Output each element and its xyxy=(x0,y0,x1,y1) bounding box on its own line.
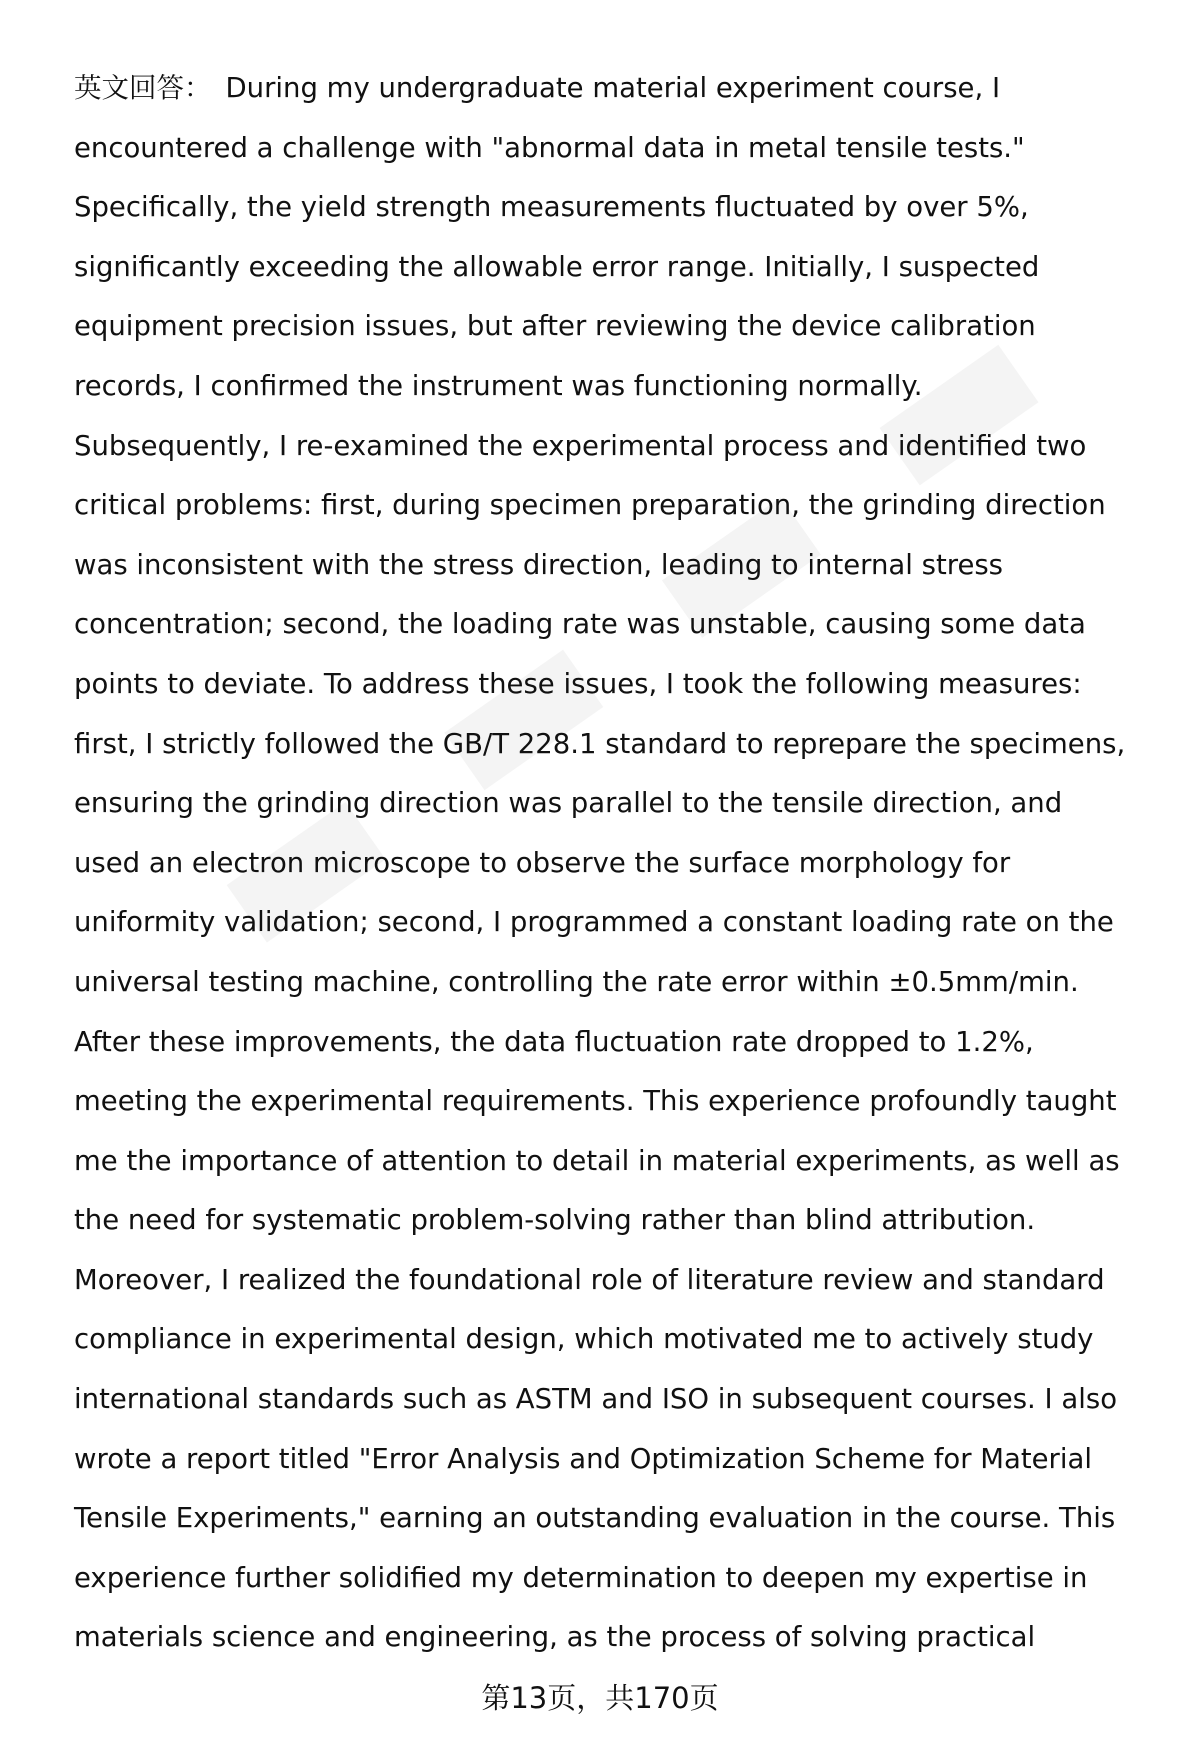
text-line: concentration; second, the loading rate was unstable, causing some data xyxy=(74,608,1086,641)
text-line: universal testing machine, controlling the rate error within ±0.5mm/min. xyxy=(74,965,1079,998)
text-line: used an electron microscope to observe the surface morphology for xyxy=(74,846,1011,879)
answer-label: 英文回答： xyxy=(74,72,212,104)
text-line: was inconsistent with the stress direction, leading to internal stress xyxy=(74,548,1004,581)
text-line: first, I strictly followed the GB/T 228.1 standard to reprepare the specimens, xyxy=(74,727,1126,760)
text-line: Tensile Experiments," earning an outstanding evaluation in the course. This xyxy=(74,1502,1116,1535)
page-number-footer: 第13页，共170页 xyxy=(481,1681,719,1715)
text-line-content: During my undergraduate material experiment course, I xyxy=(225,72,1001,104)
text-line: me the importance of attention to detail in material experiments, as well as xyxy=(74,1144,1120,1177)
text-line xyxy=(74,59,1154,119)
text-line: meeting the experimental requirements. This experience profoundly taught xyxy=(74,1085,1117,1118)
text-line: records, I confirmed the instrument was functioning normally. xyxy=(74,369,923,402)
text-line: uniformity validation; second, I programmed a constant loading rate on the xyxy=(74,906,1114,939)
text-line: the need for systematic problem-solving rather than blind attribution. xyxy=(74,1204,1036,1237)
text-line: equipment precision issues, but after reviewing the device calibration xyxy=(74,310,1036,343)
text-line: international standards such as ASTM and ISO in subsequent courses. I also xyxy=(74,1383,1118,1416)
text-line: ensuring the grinding direction was parallel to the tensile direction, and xyxy=(74,787,1063,820)
text-line: Moreover, I realized the foundational role of literature review and standard xyxy=(74,1263,1105,1296)
text-line: experience further solidified my determination to deepen my expertise in xyxy=(74,1561,1088,1594)
text-line: critical problems: first, during specimen preparation, the grinding direction xyxy=(74,489,1106,522)
text-line: compliance in experimental design, which motivated me to actively study xyxy=(74,1323,1094,1356)
text-line: significantly exceeding the allowable error range. Initially, I suspected xyxy=(74,250,1040,283)
text-line: points to deviate. To address these issues, I took the following measures: xyxy=(74,667,1082,700)
text-line: encountered a challenge with "abnormal data in metal tensile tests." xyxy=(74,131,1025,164)
text-line: Specifically, the yield strength measurements fluctuated by over 5%, xyxy=(74,191,1029,224)
answer-paragraph xyxy=(74,59,1154,1668)
text-line: Subsequently, I re-examined the experimental process and identified two xyxy=(74,429,1087,462)
text-line: After these improvements, the data fluctuation rate dropped to 1.2%, xyxy=(74,1025,1034,1058)
text-line: materials science and engineering, as the process of solving practical xyxy=(74,1621,1036,1654)
text-line: wrote a report titled "Error Analysis and Optimization Scheme for Material xyxy=(74,1442,1092,1475)
